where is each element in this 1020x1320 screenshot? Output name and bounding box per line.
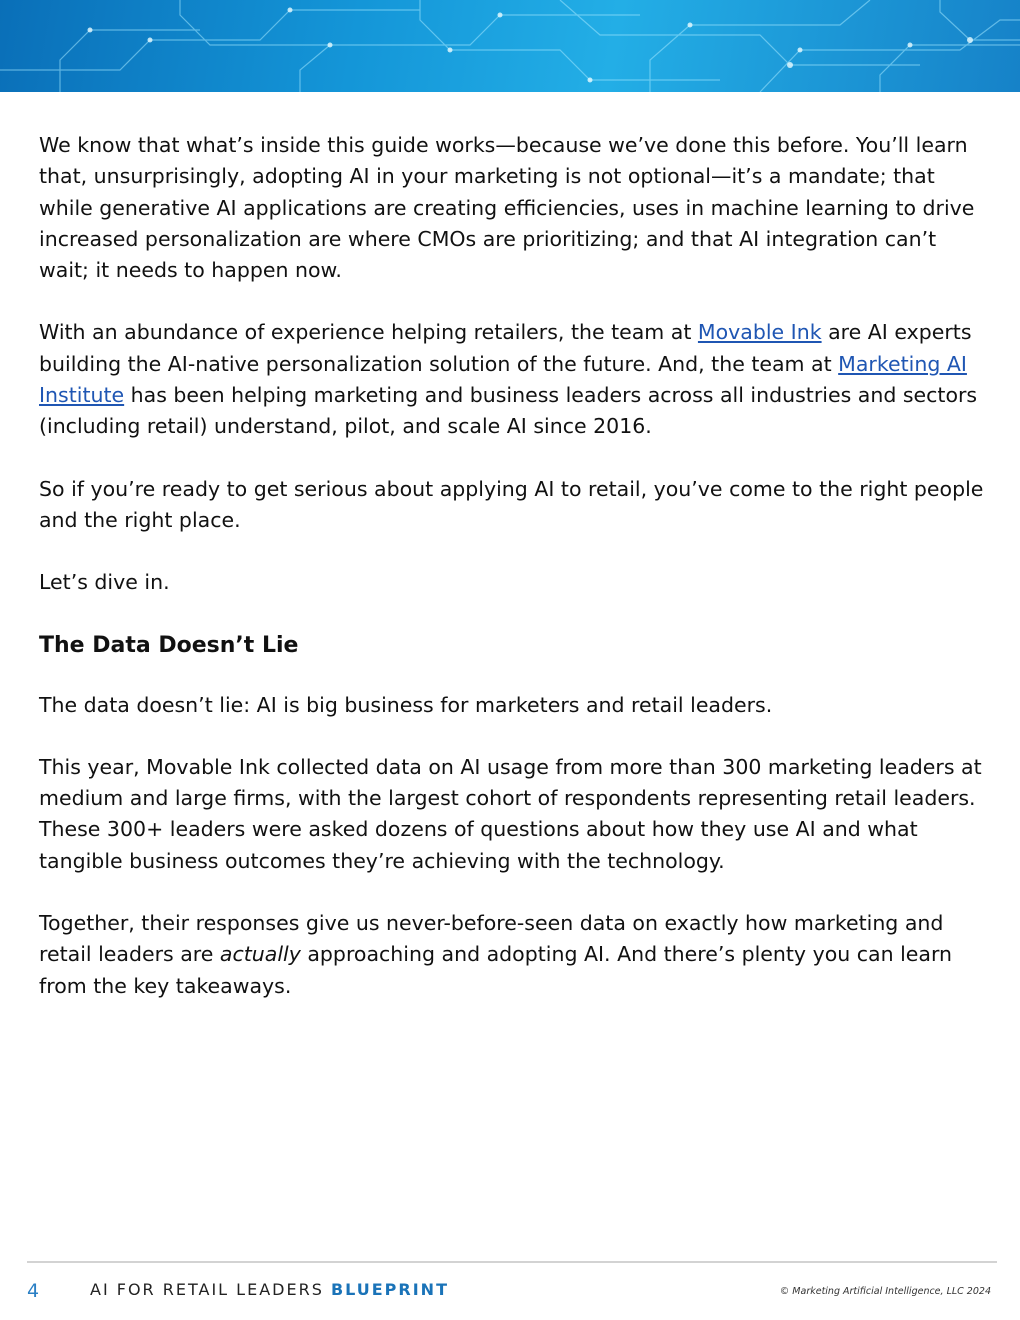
footer-brand-blueprint: BLUEPRINT (330, 1280, 449, 1299)
survey-paragraph: This year, Movable Ink collected data on AI usage from more than 300 marketing leaders at medium and large firms, with the largest cohort of respondents representing retail leaders. These 300+ leaders were asked dozens of questions about how they use AI and what tangible business outcomes they’re achieving with the technology. (39, 754, 982, 873)
footer-brand (90, 1280, 449, 1299)
takeaways-text-2: approaching and adopting AI. And there’s plenty you can learn from the key takeaways. (39, 942, 953, 998)
circuit-board-icon (0, 0, 1020, 92)
header-banner (0, 0, 1020, 92)
footer-copyright: © Marketing Artificial Intelligence, LLC 2024 (779, 1286, 991, 1297)
footer-divider (27, 1261, 997, 1263)
partners-text-2: are AI experts building the AI-native personalization solution of the future. And, the team at (39, 320, 972, 376)
takeaways-emphasis: actually (219, 942, 301, 967)
partners-text-1: With an abundance of experience helping retailers, the team at (39, 320, 698, 345)
takeaways-text-1: Together, their responses give us never-before-seen data on exactly how marketing and retail leaders are (39, 911, 944, 967)
movable-ink-link[interactable]: Movable Ink (697, 320, 822, 345)
data-lead-paragraph: The data doesn’t lie: AI is big business for marketers and retail leaders. (39, 692, 773, 717)
takeaways-paragraph (39, 908, 984, 1002)
partners-paragraph (39, 317, 984, 442)
dive-in-paragraph: Let’s dive in. (39, 570, 170, 595)
partners-text-3: has been helping marketing and business leaders across all industries and sectors (including retail) understand, pilot, and scale AI since 2016. (39, 383, 978, 439)
page-number: 4 (27, 1280, 40, 1302)
section-heading: The Data Doesn’t Lie (39, 632, 299, 658)
footer-brand-text: AI FOR RETAIL LEADERS (90, 1280, 324, 1299)
intro-paragraph: We know that what’s inside this guide works—because we’ve done this before. You’ll learn that, unsurprisingly, adopting AI in your marketing is not optional—it’s a mandate; that while generative AI applications are creating efficiencies, uses in machine learning to drive increased personalization are where CMOs are prioritizing; and that AI integration can’t wait; it needs to happen now. (39, 133, 975, 283)
main-content (39, 130, 984, 1033)
marketing-ai-institute-link[interactable]: Marketing AI Institute (39, 351, 967, 408)
ready-paragraph: So if you’re ready to get serious about applying AI to retail, you’ve come to the right people and the right place. (39, 476, 984, 532)
